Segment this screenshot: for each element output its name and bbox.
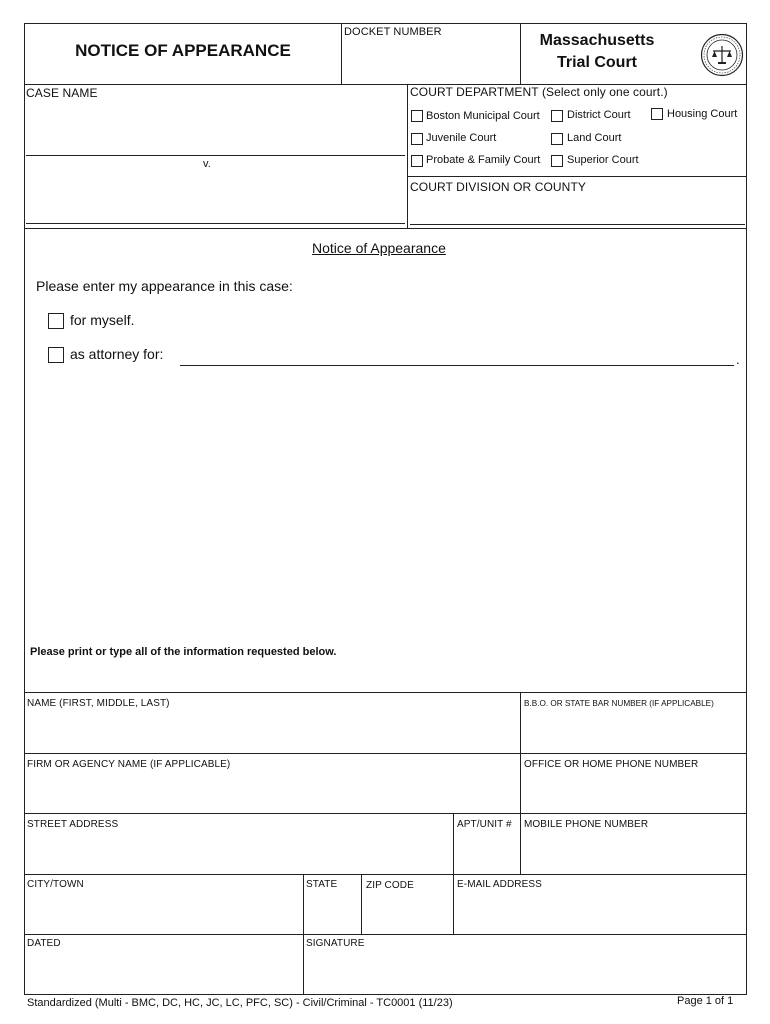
office-phone-label: OFFICE OR HOME PHONE NUMBER — [524, 759, 699, 770]
notice-heading: Notice of Appearance — [312, 240, 446, 256]
zip-code-field[interactable] — [362, 893, 452, 933]
district-court-checkbox[interactable] — [551, 110, 563, 122]
probate-family-court-label: Probate & Family Court — [426, 154, 541, 166]
plaintiff-line — [26, 155, 405, 156]
form-id-footer: Standardized (Multi - BMC, DC, HC, JC, LC, PFC, SC) - Civil/Criminal - TC0001 (11/23) — [27, 997, 453, 1009]
court-division-field[interactable] — [410, 196, 744, 222]
division-top-line — [407, 176, 747, 177]
email-address-label: E-MAIL ADDRESS — [457, 879, 542, 890]
attorney-for-checkbox[interactable] — [48, 347, 64, 363]
for-myself-label: for myself. — [70, 312, 135, 328]
city-town-field[interactable] — [25, 893, 302, 933]
housing-court-checkbox[interactable] — [651, 108, 663, 120]
city-town-label: CITY/TOWN — [27, 879, 84, 890]
land-court-checkbox[interactable] — [551, 133, 563, 145]
court-name-line1: Massachusetts — [539, 32, 655, 49]
attorney-for-label: as attorney for: — [70, 346, 164, 362]
court-department-label: COURT DEPARTMENT (Select only one court.) — [410, 85, 668, 99]
signature-field[interactable] — [304, 952, 746, 994]
defendant-line — [26, 223, 405, 224]
state-label: STATE — [306, 879, 338, 890]
grid-row-line-1 — [24, 753, 747, 754]
boston-municipal-court-label: Boston Municipal Court — [426, 110, 540, 122]
juvenile-court-label: Juvenile Court — [426, 132, 497, 144]
plaintiff-field[interactable] — [26, 102, 404, 154]
signature-label: SIGNATURE — [306, 938, 365, 949]
superior-court-checkbox[interactable] — [551, 155, 563, 167]
dated-label: DATED — [27, 938, 61, 949]
firm-name-label: FIRM OR AGENCY NAME (IF APPLICABLE) — [27, 759, 231, 770]
grid-row-line-3 — [24, 874, 747, 875]
docket-number-label: DOCKET NUMBER — [344, 26, 442, 38]
for-myself-checkbox[interactable] — [48, 313, 64, 329]
firm-name-field[interactable] — [25, 773, 519, 812]
street-address-field[interactable] — [25, 833, 452, 873]
attorney-for-line — [180, 365, 734, 366]
apt-unit-field[interactable] — [454, 833, 519, 873]
superior-court-label: Superior Court — [567, 154, 639, 166]
notice-section — [24, 228, 747, 693]
apt-unit-label: APT/UNIT # — [457, 819, 512, 830]
street-address-label: STREET ADDRESS — [27, 819, 119, 830]
massachusetts-trial-court-seal-icon — [700, 33, 744, 77]
bbo-number-label: B.B.O. OR STATE BAR NUMBER (IF APPLICABLE) — [524, 699, 714, 708]
page-number: Page 1 of 1 — [677, 995, 734, 1007]
defendant-field[interactable] — [26, 172, 404, 222]
form-title: NOTICE OF APPEARANCE — [75, 41, 291, 60]
docket-number-field[interactable] — [342, 40, 520, 84]
zip-code-label: ZIP CODE — [366, 880, 414, 891]
state-field[interactable] — [304, 893, 360, 933]
division-line — [410, 224, 745, 225]
grid-row-line-4 — [24, 934, 747, 935]
district-court-label: District Court — [567, 109, 631, 121]
bbo-number-field[interactable] — [521, 712, 746, 752]
probate-family-court-checkbox[interactable] — [411, 155, 423, 167]
boston-municipal-court-checkbox[interactable] — [411, 110, 423, 122]
notice-intro: Please enter my appearance in this case: — [36, 278, 293, 294]
case-name-label: CASE NAME — [26, 86, 98, 100]
mobile-phone-field[interactable] — [521, 833, 746, 873]
name-label: NAME (FIRST, MIDDLE, LAST) — [27, 698, 170, 709]
email-address-field[interactable] — [454, 893, 746, 933]
office-phone-field[interactable] — [521, 773, 746, 812]
name-field[interactable] — [25, 712, 519, 752]
dated-field[interactable] — [25, 952, 302, 994]
grid-row-line-2 — [24, 813, 747, 814]
versus-label: v. — [203, 158, 211, 170]
attorney-for-period: . — [736, 352, 740, 367]
print-instruction: Please print or type all of the information requested below. — [30, 646, 337, 658]
attorney-for-input[interactable] — [180, 348, 734, 364]
court-name-line2: Trial Court — [556, 54, 637, 71]
housing-court-label: Housing Court — [667, 108, 738, 120]
mobile-phone-label: MOBILE PHONE NUMBER — [524, 819, 649, 830]
court-division-label: COURT DIVISION OR COUNTY — [410, 180, 586, 194]
land-court-label: Land Court — [567, 132, 622, 144]
case-divider — [407, 84, 408, 229]
juvenile-court-checkbox[interactable] — [411, 133, 423, 145]
